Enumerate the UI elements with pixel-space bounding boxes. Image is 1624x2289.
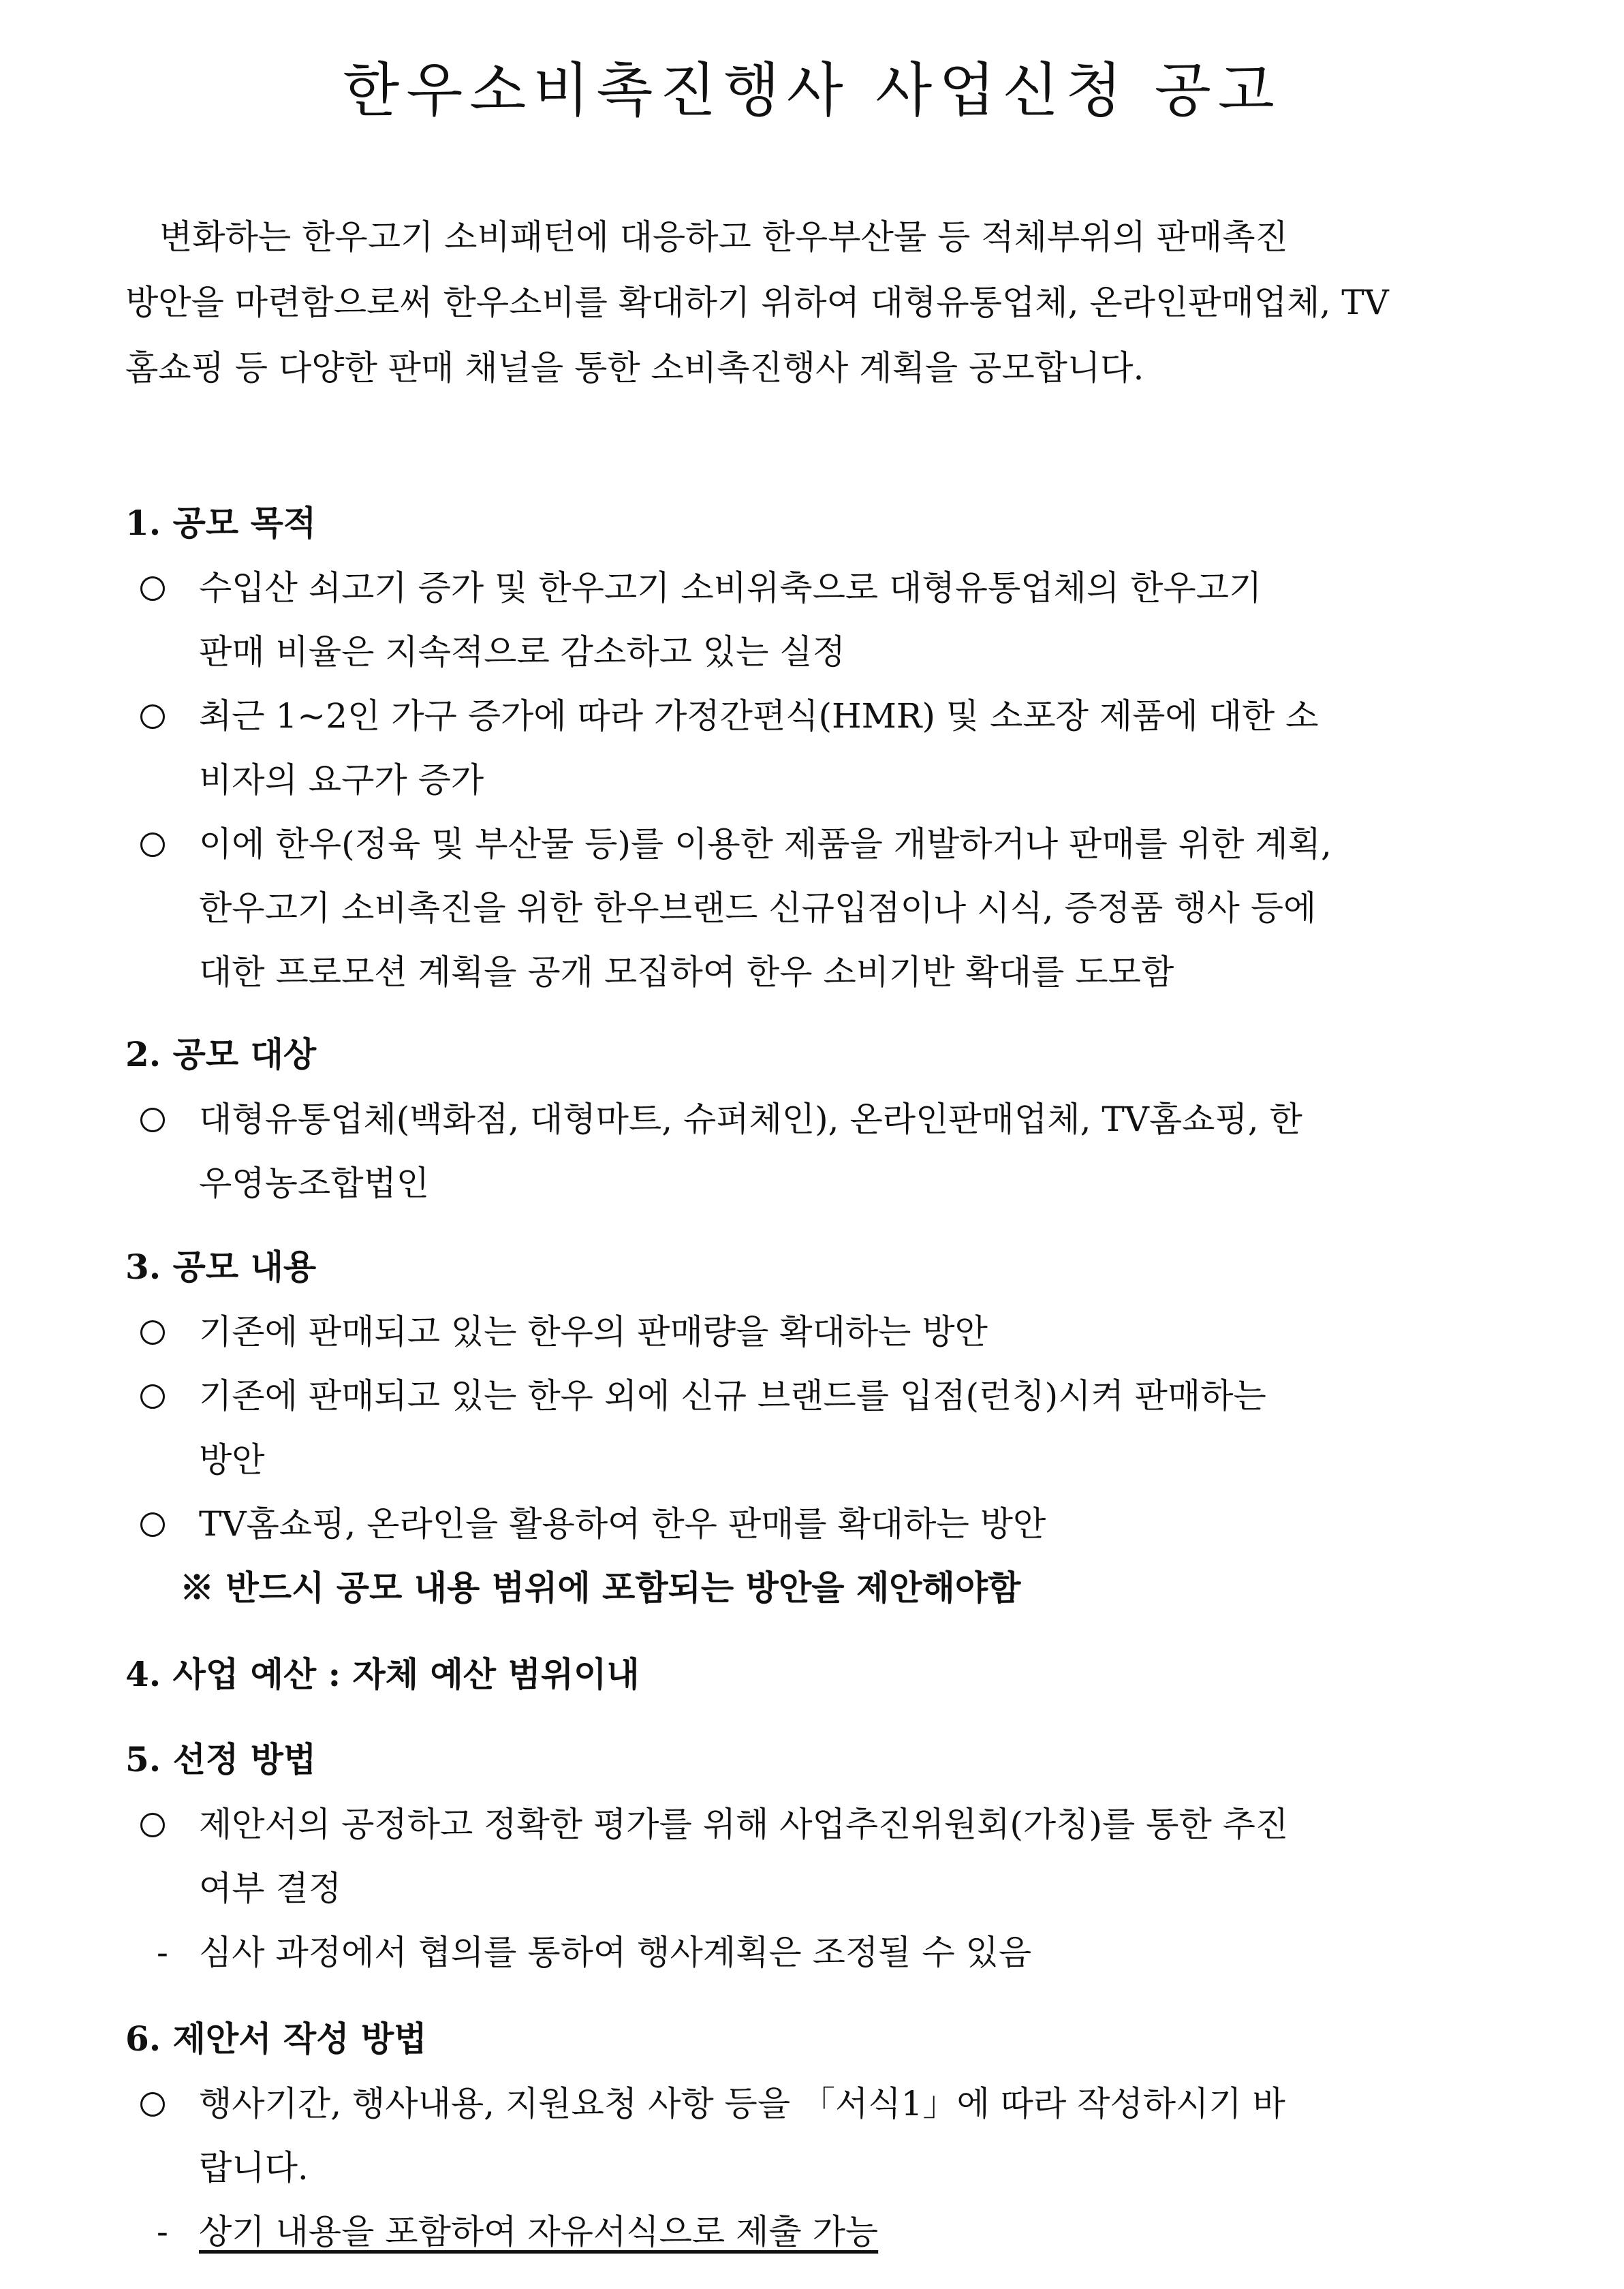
section-heading: 6. 제안서 작성 방법 [125, 2019, 427, 2059]
item-line: 수입산 쇠고기 증가 및 한우고기 소비위축으로 대형유통업체의 한우고기 [199, 568, 1262, 608]
section-purpose [125, 490, 1452, 1004]
section-heading: 3. 공모 내용 [125, 1247, 317, 1287]
item-line: 기존에 판매되고 있는 한우 외에 신규 브랜드를 입점(런칭)시켜 판매하는 [199, 1376, 1266, 1416]
list-item [125, 1792, 1452, 1920]
circle-bullet-icon [140, 1384, 165, 1409]
item-line: 방안 [199, 1440, 265, 1480]
intro-line: 변화하는 한우고기 소비패턴에 대응하고 한우부산물 등 적체부위의 판매촉진 [159, 217, 1288, 257]
section-heading: 5. 선정 방법 [125, 1739, 317, 1779]
section-budget [125, 1642, 1452, 1707]
list-item [125, 1364, 1452, 1492]
circle-bullet-icon [140, 1512, 165, 1537]
list-item [125, 684, 1452, 812]
circle-bullet-icon [140, 1108, 165, 1132]
item-line: 한우고기 소비촉진을 위한 한우브랜드 신규입점이나 시식, 증정품 행사 등에 [199, 888, 1317, 928]
item-line: 비자의 요구가 증가 [199, 760, 484, 800]
list-item [125, 1300, 1452, 1364]
item-line: 대한 프로모션 계획을 공개 모집하여 한우 소비기반 확대를 도모함 [199, 952, 1174, 992]
item-line: 상기 내용을 포함하여 자유서식으로 제출 가능 [199, 2212, 879, 2252]
item-line: 대형유통업체(백화점, 대형마트, 슈퍼체인), 온라인판매업체, TV홈쇼핑, 한 [199, 1100, 1302, 1139]
list-item [125, 556, 1452, 684]
section-selection [125, 1727, 1452, 1984]
dash-item [125, 2200, 1452, 2264]
section-content [125, 1234, 1452, 1620]
item-line: 최근 1~2인 가구 증가에 따라 가정간편식(HMR) 및 소포장 제품에 대한 소 [199, 696, 1319, 736]
circle-bullet-icon [140, 1813, 165, 1837]
item-line: 우영농조합법인 [199, 1164, 430, 1203]
list-item [125, 1492, 1452, 1556]
section-heading: 4. 사업 예산 : 자체 예산 범위이내 [125, 1654, 640, 1694]
circle-bullet-icon [140, 576, 165, 601]
circle-bullet-icon [140, 704, 165, 729]
page-title: 한우소비촉진행사 사업신청 공고 [343, 57, 1281, 125]
section-proposal [125, 2006, 1452, 2264]
item-line: TV홈쇼핑, 온라인을 활용하여 한우 판매를 확대하는 방안 [199, 1504, 1046, 1544]
list-item [125, 1087, 1452, 1215]
intro-line: 홈쇼핑 등 다양한 판매 채널을 통한 소비촉진행사 계획을 공모합니다. [125, 348, 1144, 388]
item-line: 제안서의 공정하고 정확한 평가를 위해 사업추진위원회(가칭)를 통한 추진 [199, 1805, 1289, 1844]
circle-bullet-icon [140, 2092, 165, 2117]
circle-bullet-icon [140, 1320, 165, 1345]
circle-bullet-icon [140, 832, 165, 857]
section-heading: 1. 공모 목적 [125, 503, 317, 543]
dash-marker: - [157, 1933, 168, 1972]
item-line: 랍니다. [199, 2148, 309, 2187]
intro-paragraph [125, 204, 1452, 401]
section-target [125, 1022, 1452, 1215]
dash-item [125, 1920, 1452, 1984]
item-line: 기존에 판매되고 있는 한우의 판매량을 확대하는 방안 [199, 1312, 988, 1352]
section-heading: 2. 공모 대상 [125, 1034, 317, 1074]
list-item [125, 2072, 1452, 2200]
list-item [125, 812, 1452, 1004]
item-line: 판매 비율은 지속적으로 감소하고 있는 실정 [199, 632, 845, 672]
item-line: 여부 결정 [199, 1869, 342, 1908]
dash-marker: - [157, 2212, 168, 2252]
item-line: 행사기간, 행사내용, 지원요청 사항 등을 「서식1」에 따라 작성하시기 바 [199, 2084, 1285, 2123]
notice-text: ※ 반드시 공모 내용 범위에 포함되는 방안을 제안해야함 [180, 1568, 1021, 1608]
item-line: 이에 한우(정육 및 부산물 등)를 이용한 제품을 개발하거나 판매를 위한 계획, [199, 824, 1332, 864]
intro-line: 방안을 마련함으로써 한우소비를 확대하기 위하여 대형유통업체, 온라인판매업체, TV [125, 283, 1389, 322]
item-line: 심사 과정에서 협의를 통하여 행사계획은 조정될 수 있음 [199, 1933, 1032, 1972]
